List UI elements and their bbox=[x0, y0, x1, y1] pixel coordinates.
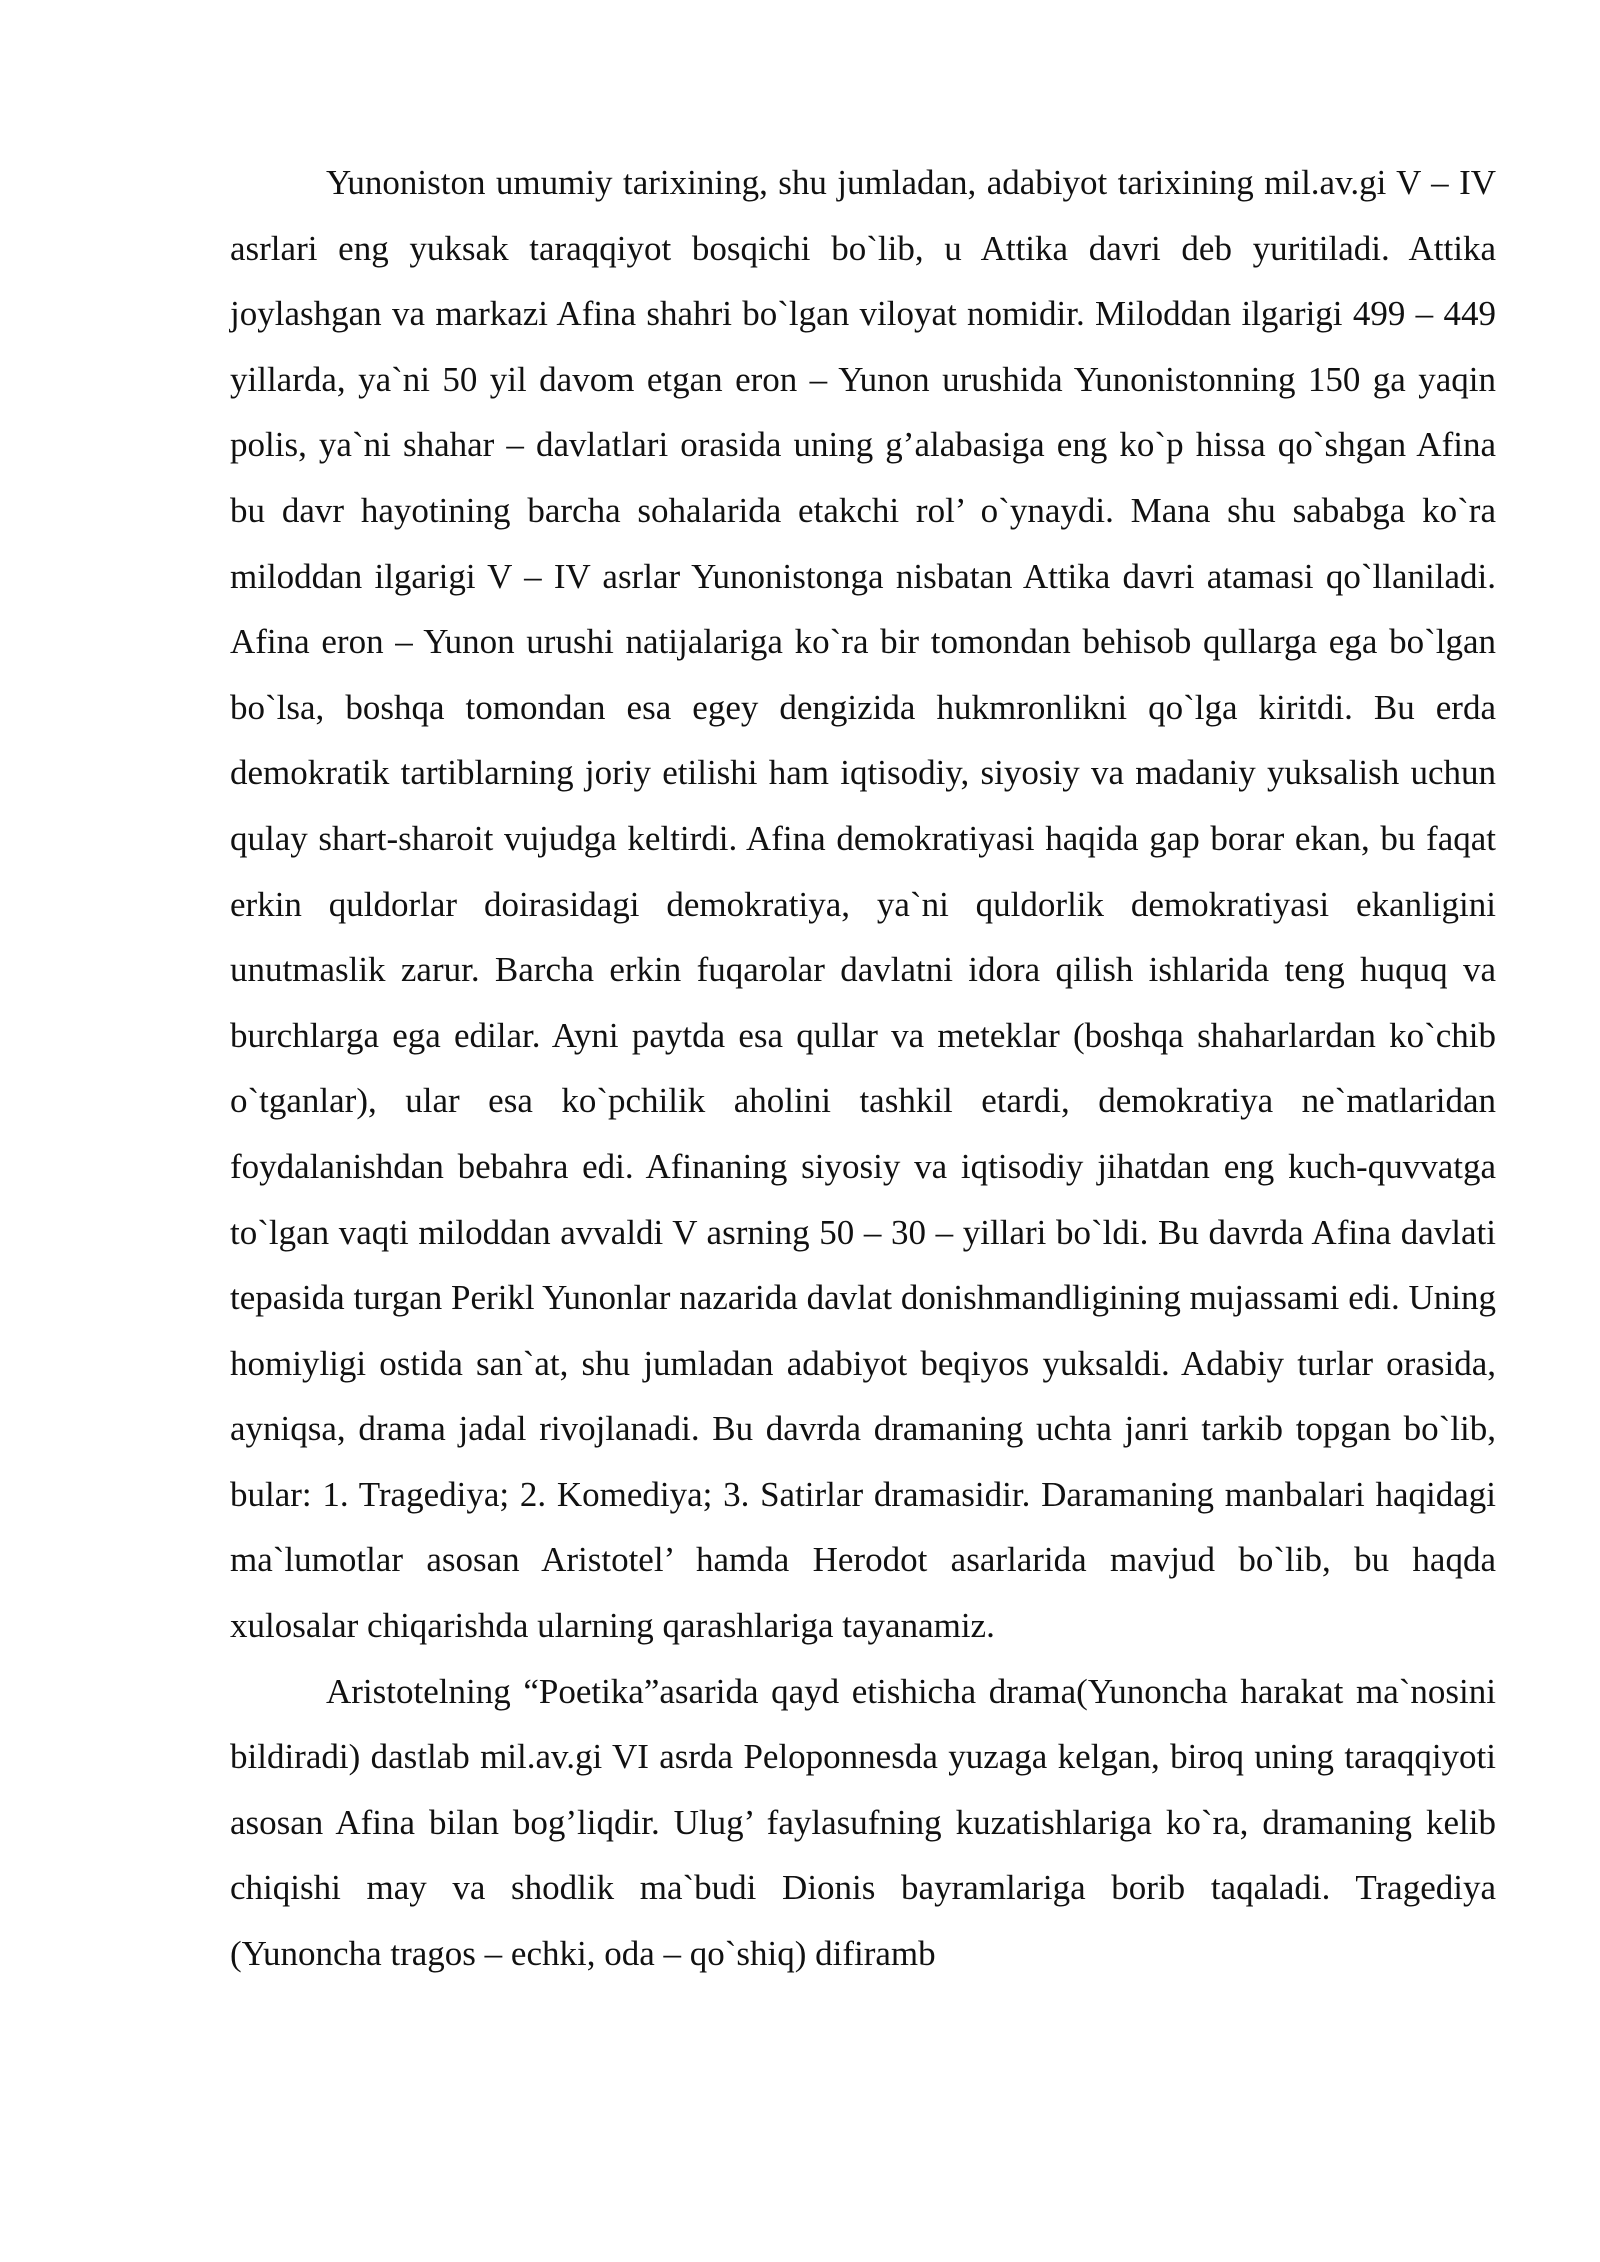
paragraph-aristotle-poetics: Aristotelning “Poetika”asarida qayd etishicha drama(Yunoncha harakat ma`nosini bildiradi) dastlab mil.av.gi VI asrda Peloponnesda yuzaga kelgan, biroq uning taraqqiyoti asosan Afina bilan bog’liqdir. Ulug’ faylasufning kuzatishlariga ko`ra, dramaning kelib chiqishi may va shodlik ma`budi Dionis bayramlariga borib taqaladi. Tragediya (Yunoncha tragos – echki, oda – qo`shiq) difiramb bbox=[230, 1671, 1496, 1974]
document-body bbox=[230, 150, 1496, 1987]
paragraph-attika-period: Yunoniston umumiy tarixining, shu jumladan, adabiyot tarixining mil.av.gi V – IV asrlari eng yuksak taraqqiyot bosqichi bo`lib, u Attika davri deb yuritiladi. Attika joylashgan va markazi Afina shahri bo`lgan viloyat nomidir. Miloddan ilgarigi 499 – 449 yillarda, ya`ni 50 yil davom etgan eron – Yunon urushida Yunonistonning 150 ga yaqin polis, ya`ni shahar – davlatlari orasida uning g’alabasiga eng ko`p hissa qo`shgan Afina bu davr hayotining barcha sohalarida etakchi rol’ o`ynaydi. Mana shu sababga ko`ra miloddan ilgarigi V – IV asrlar Yunonistonga nisbatan Attika davri atamasi qo`llaniladi. Afina eron – Yunon urushi natijalariga ko`ra bir tomondan behisob qullarga ega bo`lgan bo`lsa, boshqa tomondan esa egey dengizida hukmronlikni qo`lga kiritdi. Bu erda demokratik tartiblarning joriy etilishi ham iqtisodiy, siyosiy va madaniy yuksalish uchun qulay shart-sharoit vujudga keltirdi. Afina demokratiyasi haqida gap borar ekan, bu faqat erkin quldorlar doirasidagi demokratiya, ya`ni quldorlik demokratiyasi ekanligini unutmaslik zarur. Barcha erkin fuqarolar davlatni idora qilish ishlarida teng huquq va burchlarga ega edilar. Ayni paytda esa qullar va meteklar (boshqa shaharlardan ko`chib o`tganlar), ular esa ko`pchilik aholini tashkil etardi, demokratiya ne`matlaridan foydalanishdan bebahra edi. Afinaning siyosiy va iqtisodiy jihatdan eng kuch-quvvatga to`lgan vaqti miloddan avvaldi V asrning 50 – 30 – yillari bo`ldi. Bu davrda Afina davlati tepasida turgan Perikl Yunonlar nazarida davlat donishmandligining mujassami edi. Uning homiyligi ostida san`at, shu jumladan adabiyot beqiyos yuksaldi. Adabiy turlar orasida, ayniqsa, drama jadal rivojlanadi. Bu davrda dramaning uchta janri tarkib topgan bo`lib, bular: 1. Tragediya; 2. Komediya; 3. Satirlar dramasidir. Daramaning manbalari haqidagi ma`lumotlar asosan Aristotel’ hamda Herodot asarlarida mavjud bo`lib, bu haqda xulosalar chiqarishda ularning qarashlariga tayanamiz. bbox=[230, 163, 1496, 1646]
